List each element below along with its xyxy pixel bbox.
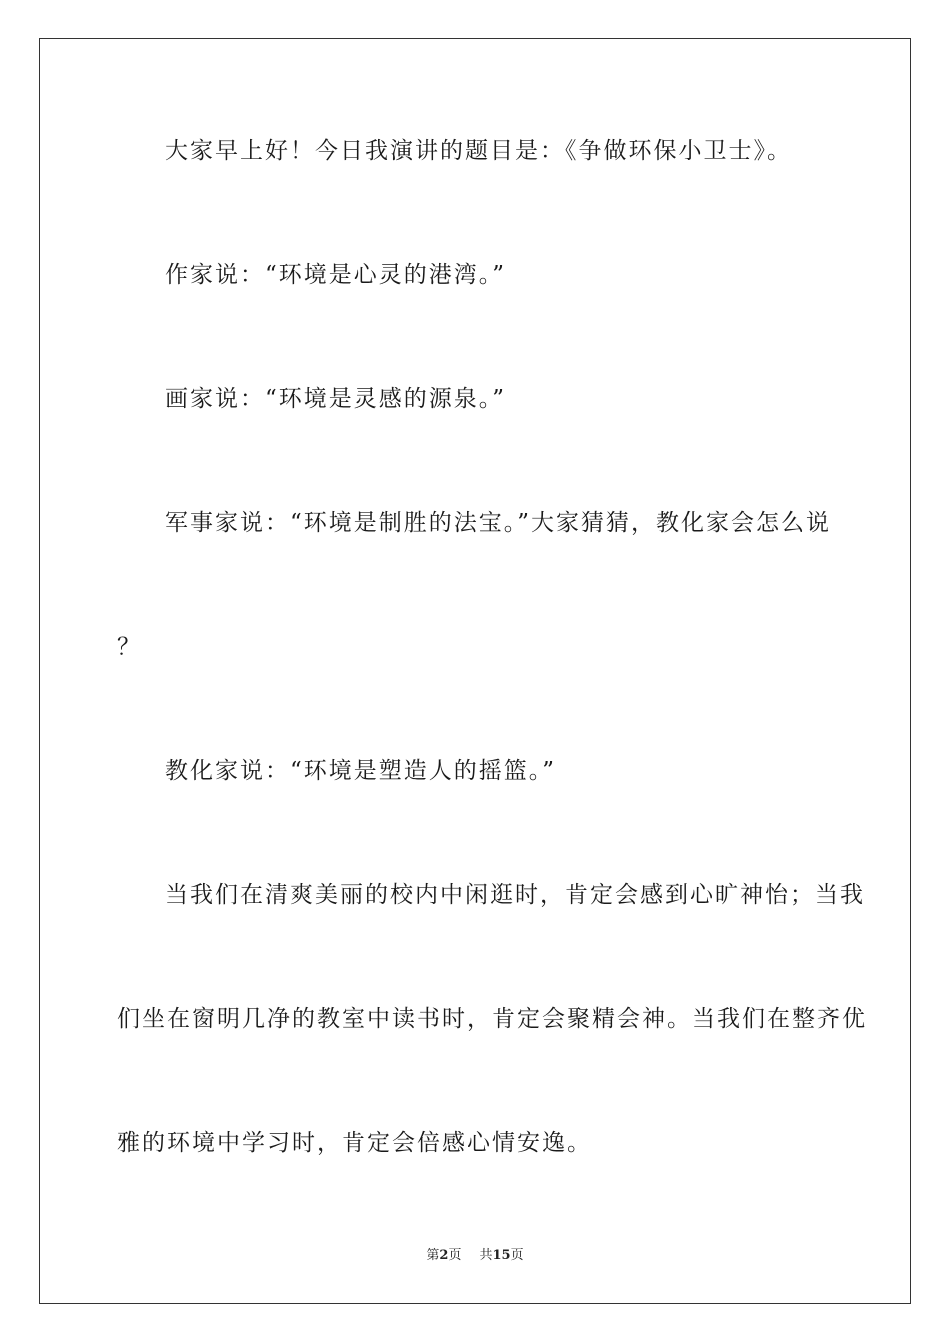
footer-page-prefix: 第 [426,1248,440,1263]
paragraph-greeting: 大家早上好！今日我演讲的题目是：《争做环保小卫士》。 [165,138,792,164]
footer-total-suffix: 页 [510,1248,524,1263]
footer-total-pages: 15 [492,1248,511,1263]
page-footer [0,1247,950,1265]
footer-page-number: 2 [439,1248,449,1263]
footer-page-suffix: 页 [448,1248,462,1263]
paragraph-campus-line-1: 当我们在清爽美丽的校内中闲逛时，肯定会感到心旷神怡；当我 [165,882,865,908]
paragraph-educator-quote: 教化家说：“环境是塑造人的摇篮。” [165,758,557,784]
paragraph-painter-quote: 画家说：“环境是灵感的源泉。” [165,386,507,412]
paragraph-military-quote-continued: ？ [117,634,142,660]
paragraph-military-quote: 军事家说：“环境是制胜的法宝。”大家猜猜，教化家会怎么说 [165,510,832,536]
paragraph-campus-line-3: 雅的环境中学习时，肯定会倍感心情安逸。 [117,1130,592,1156]
paragraph-writer-quote: 作家说：“环境是心灵的港湾。” [165,262,507,288]
paragraph-campus-line-2: 们坐在窗明几净的教室中读书时，肯定会聚精会神。当我们在整齐优 [117,1006,867,1032]
page-border [39,38,911,1304]
footer-total-prefix: 共 [479,1248,493,1263]
